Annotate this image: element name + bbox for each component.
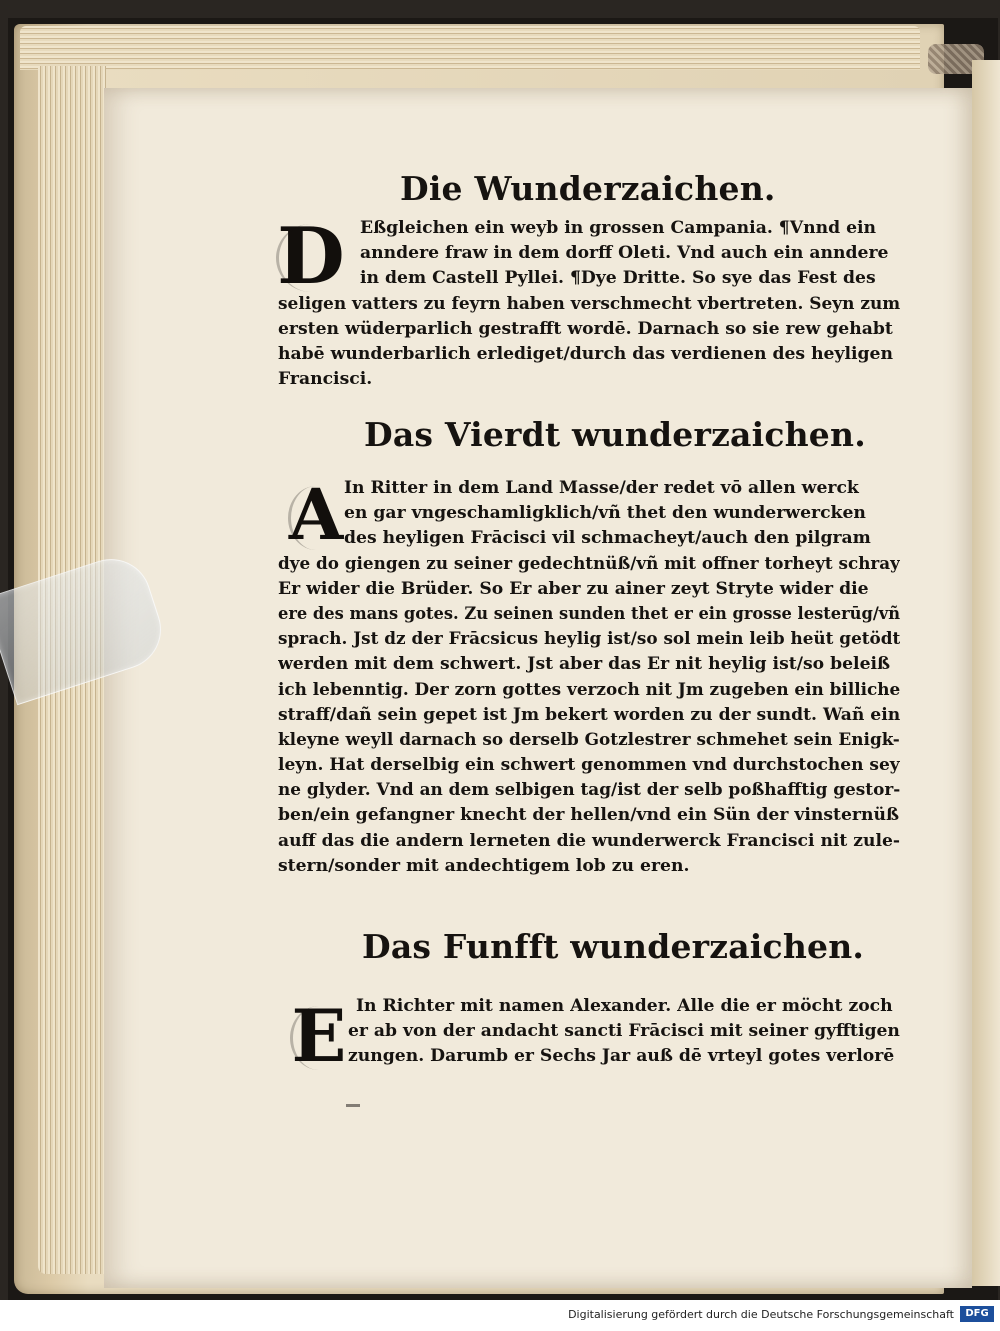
section-heading-2: Das Vierdt wunderzaichen. xyxy=(364,415,866,454)
dropcap-e: E xyxy=(286,1000,352,1076)
text-line: Eßgleichen ein weyb in grossen Campania. ¶Vnnd ein xyxy=(360,218,877,238)
section-heading-3: Das Funfft wunderzaichen. xyxy=(362,927,865,966)
text-line: Er wider die Brüder. So Er aber zu ainer zeyt Stryte wider die xyxy=(278,578,869,599)
text-line: dye do giengen zu seiner gedechtnüß/vñ mit offner torheyt schray xyxy=(278,553,900,574)
text-line: In Ritter in dem Land Masse/der redet vō allen werck xyxy=(344,478,859,498)
text-line: anndere fraw in dem dorff Oleti. Vnd auch ein anndere xyxy=(360,243,889,264)
text-line: werden mit dem schwert. Jst aber das Er nit heylig ist/so beleiß xyxy=(278,654,891,675)
footer-credit: Digitalisierung gefördert durch die Deutsche Forschungsgemeinschaft xyxy=(568,1308,954,1321)
text-line: des heyligen Frācisci vil schmacheyt/auch den pilgram xyxy=(344,528,871,549)
dropcap-d: D xyxy=(272,218,350,298)
text-line: sprach. Jst dz der Frācsicus heylig ist/so sol mein leib heüt getödt xyxy=(278,629,900,650)
text-line: en gar vngeschamligklich/vñ thet den wunderwercken xyxy=(344,503,866,524)
text-line: habē wunderbarlich erlediget/durch das verdienen des heyligen xyxy=(278,343,893,364)
page-top-edges xyxy=(20,26,920,70)
text-line: stern/sonder mit andechtigem lob zu eren. xyxy=(278,855,690,876)
text-line: ich lebenntig. Der zorn gottes verzoch nit Jm zugeben ein billiche xyxy=(278,679,900,700)
section-heading-1: Die Wunderzaichen. xyxy=(400,169,776,208)
ink-mark xyxy=(346,1104,360,1107)
text-line: straff/dañ sein gepet ist Jm bekert worden zu der sundt. Wañ ein xyxy=(278,704,900,725)
text-line: ben/ein gefangner knecht der hellen/vnd ein Sün der vinsternüß xyxy=(278,805,900,826)
paragraph-2 xyxy=(278,476,900,879)
text-line: ne glyder. Vnd an dem selbigen tag/ist der selb poßhafftig gestor- xyxy=(278,780,900,801)
footer-bar xyxy=(0,1300,1000,1331)
text-line: er ab von der andacht sancti Frācisci mit seiner gyfftigen xyxy=(348,1021,900,1042)
text-line: ersten wüderparlich gestrafft wordē. Darnach so sie rew gehabt xyxy=(278,318,893,339)
paragraph-1 xyxy=(278,216,900,392)
text-line: zungen. Darumb er Sechs Jar auß dē vrteyl gotes verlorē xyxy=(348,1046,895,1067)
text-line: Francisci. xyxy=(278,369,373,390)
text-line: kleyne weyll darnach so derselb Gotzlestrer schmehet sein Enigk- xyxy=(278,729,900,750)
facing-page-edge xyxy=(972,60,1000,1286)
text-line: leyn. Hat derselbig ein schwert genommen vnd durchstochen sey xyxy=(278,755,900,776)
text-line: in dem Castell Pyllei. ¶Dye Dritte. So sye das Fest des xyxy=(360,268,876,289)
dfg-logo-icon: DFG xyxy=(960,1306,994,1322)
text-line: auff das die andern lerneten die wunderwerck Francisci nit zule- xyxy=(278,830,900,851)
text-line: seligen vatters zu feyrn haben verschmecht vbertreten. Seyn zum xyxy=(278,293,900,314)
text-line: ere des mans gotes. Zu seinen sunden thet er ein grosse lesterūg/vñ xyxy=(278,603,900,624)
dropcap-a: A xyxy=(284,480,348,556)
paragraph-3 xyxy=(278,994,900,1070)
text-line: In Richter mit namen Alexander. Alle die er möcht zoch xyxy=(356,996,893,1016)
